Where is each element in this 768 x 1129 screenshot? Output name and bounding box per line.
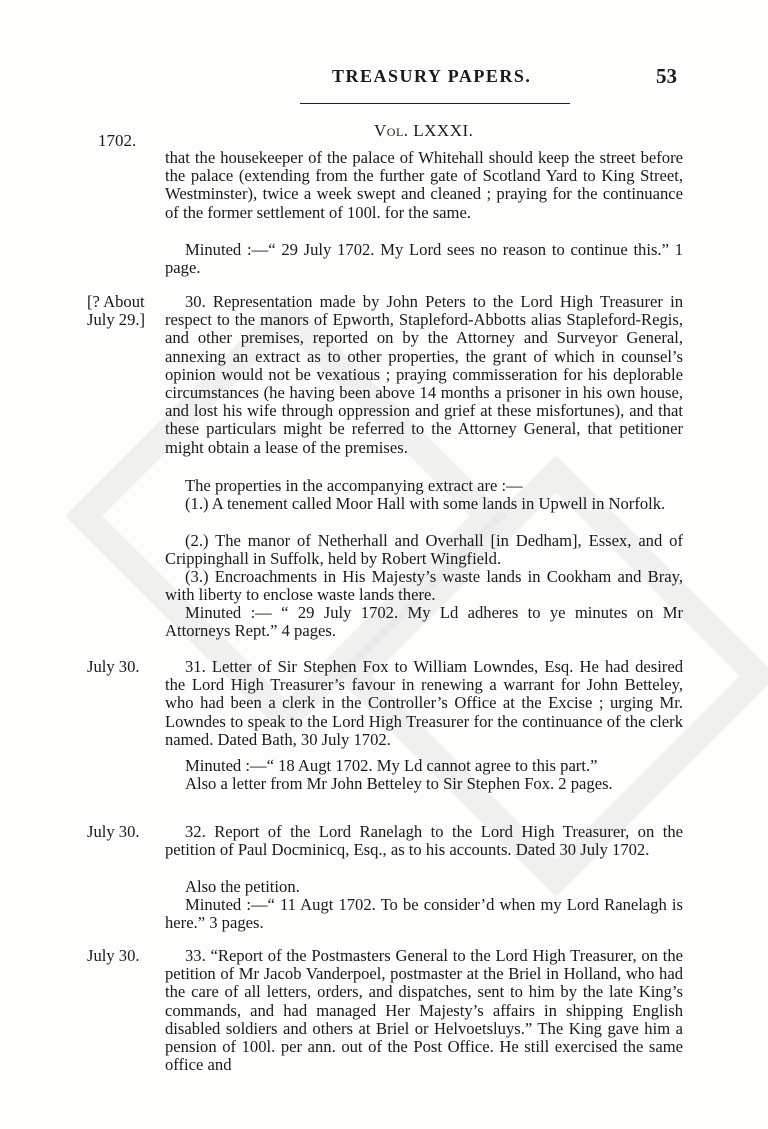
entry-32-date: July 30. [87, 822, 140, 841]
entry-31-minute: Minuted :—“ 18 Augt 1702. My Ld cannot agree to this part.” [185, 756, 598, 775]
entry-30-minute: Minuted :— “ 29 July 1702. My Ld adheres to ye minutes on Mr Attorneys Rept.” 4 pages. [165, 603, 683, 641]
entry-30-property-2: (2.) The manor of Netherhall and Overhall [in Dedham], Essex, and of Crippinghall in Suffolk, held by Robert Wingfield. [165, 531, 683, 569]
header-rule [300, 103, 570, 104]
continuation-minute: Minuted :—“ 29 July 1702. My Lord sees no reason to continue this.” 1 page. [165, 240, 683, 278]
entry-30-property-3: (3.) Encroachments in His Majesty’s waste lands in Cookham and Bray, with liberty to enclose waste lands there. [165, 567, 683, 605]
entry-30-properties-intro: The properties in the accompanying extract are :— [185, 476, 523, 495]
running-title: TREASURY PAPERS. [332, 66, 532, 86]
entry-32-also: Also the petition. [185, 877, 300, 896]
entry-30-date: [? About July 29.] [87, 292, 146, 330]
margin-year: 1702. [98, 131, 137, 150]
page-number: 53 [656, 64, 677, 88]
continuation-text: that the housekeeper of the palace of Whitehall should keep the street before the palace (extending from the further gate of Scotland Yard to King Street, Westminster), twice a week swept and cleaned ; praying for the continuance of the former settlement of 100l. for the same. [165, 148, 683, 222]
entry-30-text: 30. Representation made by John Peters to the Lord High Treasurer in respect to the manors of Epworth, Stapleford-Abbotts alias Stapleford-Regis, and other premises, reported on by the Attorney and Surveyor General, annexing an extract as to other properties, the grant of which in counsel’s opinion would not be vexatious ; praying commisseration for his deplorable circumstances (he having been above 14 months a prisoner in his own house, and lost his wife through oppression and grief at these misfortunes), and that these particulars might be referred to the Attorney General, that petitioner might obtain a lease of the premises. [165, 292, 683, 457]
volume-heading: Vol. LXXXI. [374, 121, 474, 140]
entry-31-also: Also a letter from Mr John Betteley to Sir Stephen Fox. 2 pages. [185, 774, 613, 793]
entry-30-property-1: (1.) A tenement called Moor Hall with some lands in Upwell in Norfolk. [185, 494, 666, 513]
entry-32-text: 32. Report of the Lord Ranelagh to the Lord High Treasurer, on the petition of Paul Docminicq, Esq., as to his accounts. Dated 30 July 1702. [165, 822, 683, 860]
page-header [0, 62, 768, 92]
entry-32-minute: Minuted :—“ 11 Augt 1702. To be consider’d when my Lord Ranelagh is here.” 3 pages. [165, 895, 683, 933]
entry-33-text: 33. “Report of the Postmasters General to the Lord High Treasurer, on the petition of Mr Jacob Vanderpoel, postmaster at the Briel in Holland, who had the care of all letters, orders, and dispatches, sent to him by the late King’s commands, and had managed Her Majesty’s affairs in shipping English disabled soldiers and others at Briel or Helvoetsluys.” The King gave him a pension of 100l. per ann. out of the Post Office. He still exercised the same office and [165, 946, 683, 1075]
entry-31-text: 31. Letter of Sir Stephen Fox to William Lowndes, Esq. He had desired the Lord High Treasurer’s favour in renewing a warrant for John Betteley, who had been a clerk in the Controller’s Office at the Excise ; urging Mr. Lowndes to speak to the Lord High Treasurer for the continuance of the clerk named. Dated Bath, 30 July 1702. [165, 657, 683, 749]
entry-31-date: July 30. [87, 657, 140, 676]
entry-33-date: July 30. [87, 946, 140, 965]
